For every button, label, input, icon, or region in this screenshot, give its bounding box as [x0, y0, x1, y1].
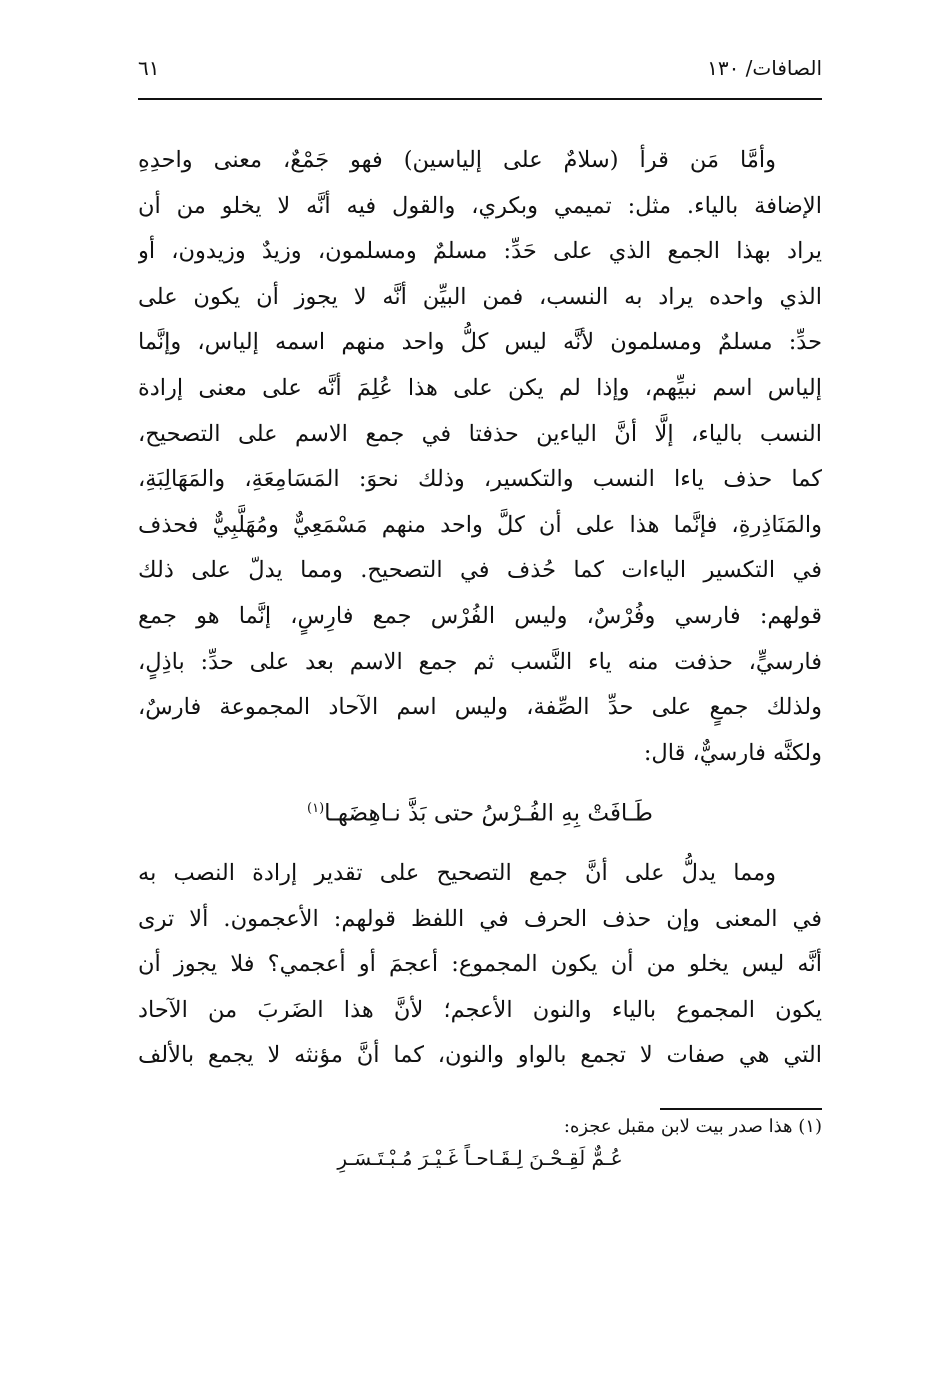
text-line: الإضافة بالياء. مثل: تميمي وبكري، والقول فيه أنَّه لا يخلو من أن: [138, 192, 822, 219]
text-line: وأمَّا مَن قرأ (سلامٌ على إلياسين) فهو جَمْعٌ، معنى واحدِهِ: [138, 147, 776, 173]
page-header: [138, 52, 822, 92]
verse-text: طَـافَتْ بِهِ الفُـرْسُ حتى بَذَّ نـاهِضَهـا: [324, 800, 653, 827]
running-title: الصافات/ ١٣٠: [707, 56, 822, 80]
poetry-verse: [138, 786, 822, 837]
paragraph-2: [138, 851, 822, 1079]
text-line: النسب بالياء، إلَّا أنَّ الياءين حذفتا في جمع الاسم على التصحيح،: [138, 420, 822, 447]
header-divider: [138, 98, 822, 100]
text-line: والمَنَاذِرةِ، فإنَّما هذا على أن كلَّ واحد منهم مَسْمَعِيٌّ ومُهَلَّبِيٌّ فحذف: [138, 511, 822, 538]
text-line: في المعنى وإن حذف الحرف في اللفظ قولهم: الأعجمون. ألا ترى: [138, 905, 822, 932]
text-line: قولهم: فارسي وفُرْسٌ، وليس الفُرْس جمع فارِسٍ، إنَّما هو جمع: [138, 602, 822, 629]
text-line: يراد بهذا الجمع الذي على حَدِّ: مسلمٌ ومسلمون، وزيدٌ وزيدون، أو: [138, 238, 822, 265]
text-line: كما حذف ياءا النسب والتكسير، وذلك نحوَ: المَسَامِعَةِ، والمَهَالِبَةِ،: [138, 466, 822, 493]
footnote: [138, 1112, 822, 1174]
text-line: فارسيٍّ، حذفت منه ياء النَّسب ثم جمع الاسم بعد على حدِّ: باذِلٍ،: [138, 648, 822, 675]
text-line: التي هي صفات لا تجمع بالواو والنون، كما أنَّ مؤنثه لا يجمع بالألف: [138, 1042, 822, 1069]
paragraph-1: [138, 138, 822, 776]
text-line: ومما يدلُّ على أنَّ جمع التصحيح على تقدير إرادة النصب به: [138, 859, 776, 886]
main-text: [138, 138, 822, 1079]
text-line: الذي واحده يراد به النسب، فمن البيِّن أنَّه لا يجوز أن يكون على: [138, 283, 822, 310]
footnote-text: (١) هذا صدر بيت لابن مقبل عجزه:: [563, 1116, 822, 1137]
footnote-divider: [660, 1108, 822, 1110]
text-line: يكون المجموع بالياء والنون الأعجم؛ لأنَّ هذا الضَربَ من الآحاد: [138, 996, 822, 1023]
page-number: ٦١: [138, 56, 160, 80]
footnote-marker: (١): [307, 801, 325, 817]
text-line: إلياس اسم نبيِّهم، وإذا لم يكن على هذا عُلِمَ أنَّه على معنى إرادة: [138, 374, 822, 401]
text-line: ولذلك جمعٍ على حدِّ الصِّفة، وليس اسم الآحاد المجموعة فارسٌ،: [138, 694, 822, 721]
text-line: في التكسير الياءات كما حُذف في التصحيح. ومما يدلّ على ذلك: [138, 557, 822, 584]
text-line: حدِّ: مسلمٌ ومسلمون لأنَّه ليس كلُّ واحد منهم اسمه إلياس، وإنَّما: [138, 329, 822, 356]
text-line: أنَّه ليس يخلو من أن يكون المجموع: أعجمَ أو أعجمي؟ فلا يجوز أن: [138, 951, 822, 978]
footnote-verse: عُـمٌّ لَقِـحْـنَ لِـقَـاحـاً غَـيْـرَ مُـبْـتَـسَـرِ: [337, 1146, 623, 1170]
text-line: ولكنَّه فارسيٌّ، قال:: [643, 739, 822, 766]
